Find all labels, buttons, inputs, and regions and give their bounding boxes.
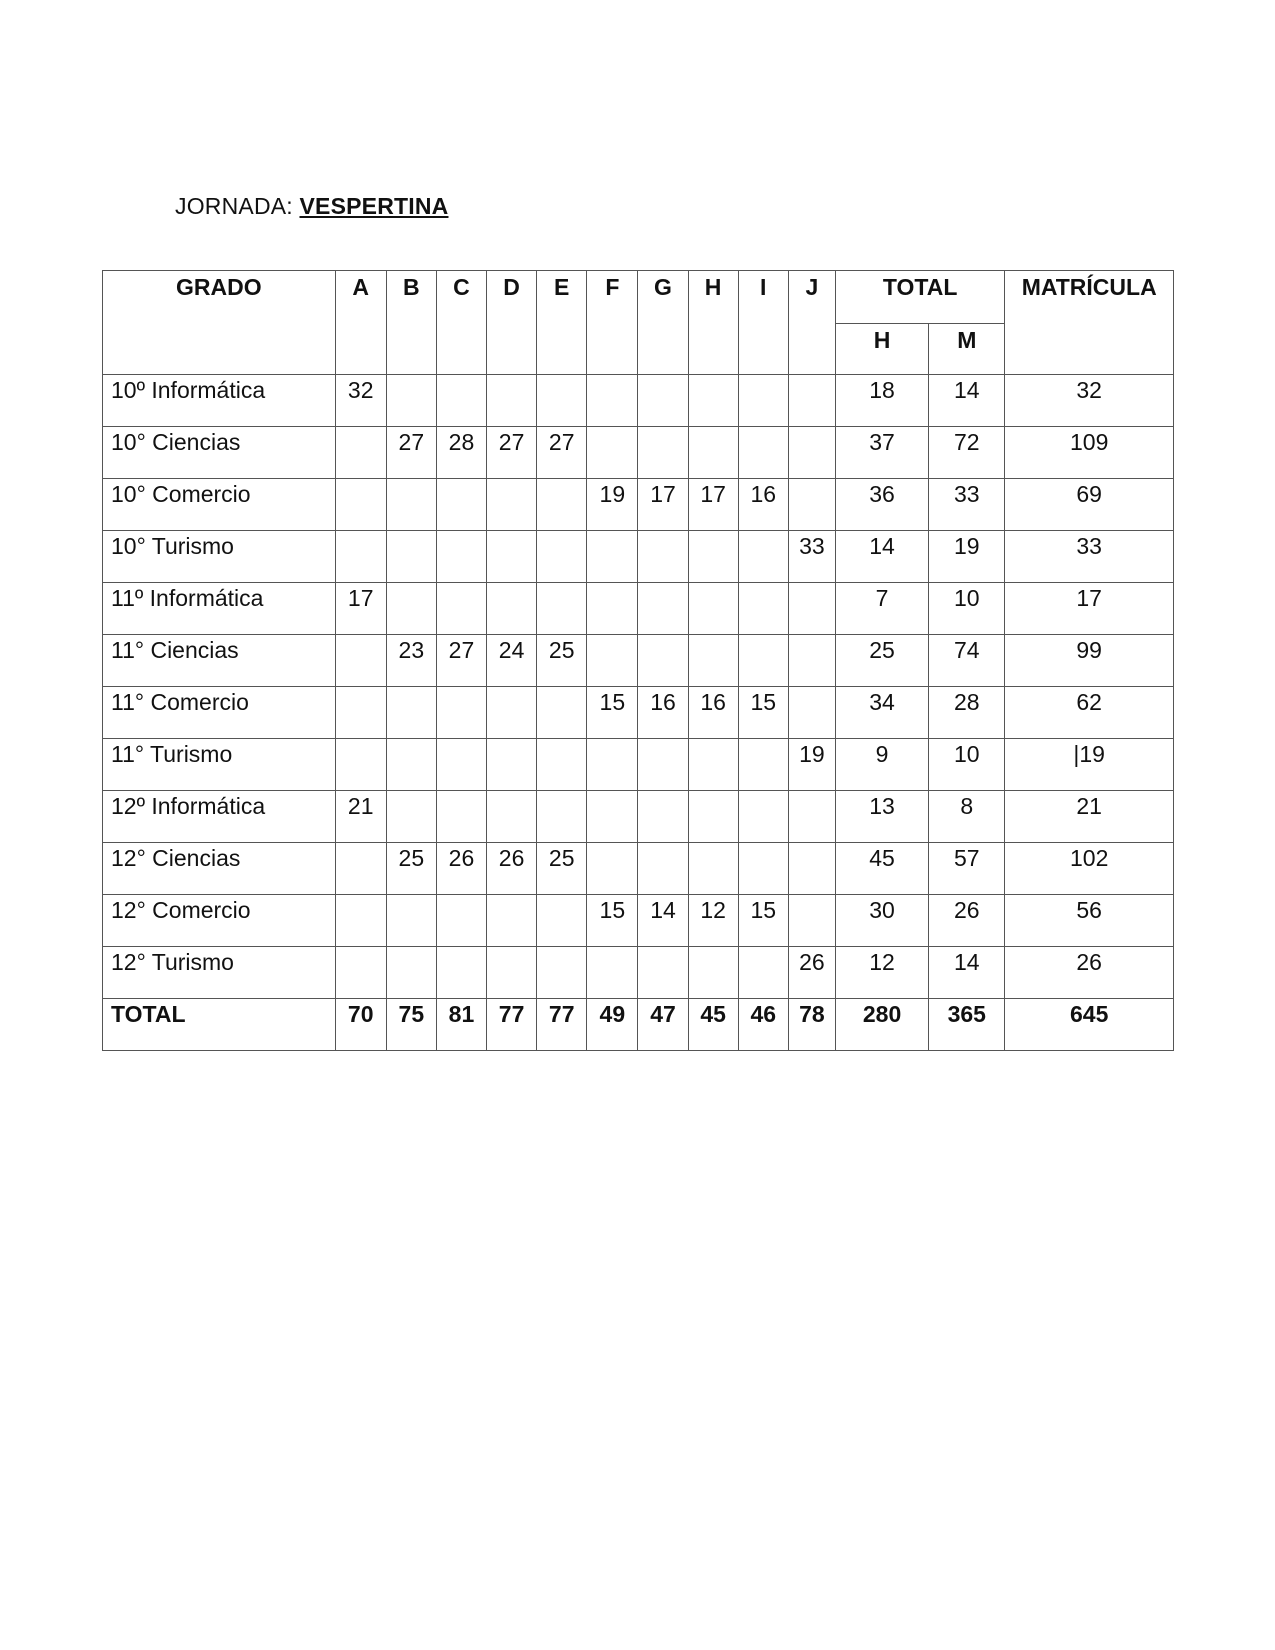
grade-cell: 10° Comercio — [103, 479, 336, 531]
section-cell — [386, 375, 436, 427]
total-m-cell: 26 — [929, 895, 1005, 947]
section-cell — [335, 947, 386, 999]
enrollment-cell: 99 — [1005, 635, 1174, 687]
section-cell — [335, 895, 386, 947]
section-cell — [537, 583, 587, 635]
section-cell: 70 — [335, 999, 386, 1051]
section-cell — [487, 739, 537, 791]
grade-cell: 10° Ciencias — [103, 427, 336, 479]
total-h-cell: 7 — [835, 583, 928, 635]
section-cell: 15 — [738, 687, 788, 739]
section-cell — [537, 895, 587, 947]
total-h-cell: 13 — [835, 791, 928, 843]
section-cell — [688, 583, 738, 635]
enrollment-table — [102, 270, 1174, 1051]
section-cell — [788, 791, 835, 843]
section-cell — [788, 583, 835, 635]
section-cell — [638, 947, 688, 999]
grade-cell: 12° Ciencias — [103, 843, 336, 895]
section-cell: 27 — [386, 427, 436, 479]
section-cell: 19 — [788, 739, 835, 791]
total-h-cell: 18 — [835, 375, 928, 427]
section-cell — [638, 843, 688, 895]
section-header: J — [788, 271, 835, 375]
enrollment-cell: 32 — [1005, 375, 1174, 427]
section-cell: 77 — [487, 999, 537, 1051]
total-label: TOTAL — [103, 999, 336, 1051]
total-h-cell: 25 — [835, 635, 928, 687]
section-cell — [335, 843, 386, 895]
section-cell — [688, 843, 738, 895]
section-cell — [386, 531, 436, 583]
enrollment-cell: 21 — [1005, 791, 1174, 843]
section-cell — [788, 843, 835, 895]
grade-cell: 11° Ciencias — [103, 635, 336, 687]
table-row — [103, 583, 1174, 635]
page-heading — [175, 193, 448, 220]
section-cell — [638, 791, 688, 843]
enrollment-cell: 17 — [1005, 583, 1174, 635]
section-cell — [688, 635, 738, 687]
section-cell: 15 — [587, 687, 638, 739]
enrollment-cell: 645 — [1005, 999, 1174, 1051]
section-cell: 81 — [436, 999, 486, 1051]
table-row — [103, 375, 1174, 427]
total-m-cell: 14 — [929, 375, 1005, 427]
section-cell: 26 — [487, 843, 537, 895]
section-cell — [738, 635, 788, 687]
shift-name: VESPERTINA — [299, 193, 449, 219]
section-cell — [537, 947, 587, 999]
grade-header: GRADO — [103, 271, 336, 375]
section-cell: 78 — [788, 999, 835, 1051]
header-row — [103, 271, 1174, 324]
table-row — [103, 843, 1174, 895]
section-cell — [436, 583, 486, 635]
section-cell — [587, 583, 638, 635]
section-cell — [386, 479, 436, 531]
section-cell: 27 — [436, 635, 486, 687]
total-m-cell: 14 — [929, 947, 1005, 999]
section-cell — [386, 739, 436, 791]
section-cell — [487, 531, 537, 583]
section-cell: 45 — [688, 999, 738, 1051]
section-cell — [788, 895, 835, 947]
enrollment-header: MATRÍCULA — [1005, 271, 1174, 375]
section-header: G — [638, 271, 688, 375]
total-h-cell: 37 — [835, 427, 928, 479]
section-cell: 17 — [335, 583, 386, 635]
section-cell: 77 — [537, 999, 587, 1051]
section-cell — [638, 583, 688, 635]
table-row — [103, 479, 1174, 531]
section-cell — [688, 531, 738, 583]
section-cell: 16 — [638, 687, 688, 739]
section-cell — [738, 375, 788, 427]
enrollment-cell: 33 — [1005, 531, 1174, 583]
section-cell — [738, 739, 788, 791]
section-cell — [537, 375, 587, 427]
section-header: D — [487, 271, 537, 375]
section-cell — [587, 947, 638, 999]
section-cell — [335, 635, 386, 687]
total-m-cell: 72 — [929, 427, 1005, 479]
enrollment-cell: 102 — [1005, 843, 1174, 895]
section-cell: 24 — [487, 635, 537, 687]
section-cell — [386, 791, 436, 843]
section-cell — [487, 375, 537, 427]
total-m-cell: 33 — [929, 479, 1005, 531]
heading-label: JORNADA: — [175, 193, 293, 219]
section-cell — [436, 375, 486, 427]
section-cell — [487, 687, 537, 739]
section-cell — [537, 531, 587, 583]
section-cell — [386, 687, 436, 739]
section-cell — [335, 739, 386, 791]
section-cell — [587, 635, 638, 687]
table-row — [103, 947, 1174, 999]
section-cell — [738, 947, 788, 999]
total-m-cell: 57 — [929, 843, 1005, 895]
section-cell — [587, 791, 638, 843]
grade-cell: 10° Turismo — [103, 531, 336, 583]
grade-cell: 12° Turismo — [103, 947, 336, 999]
total-h-cell: 12 — [835, 947, 928, 999]
section-cell — [537, 479, 587, 531]
section-cell: 17 — [688, 479, 738, 531]
table-body — [103, 375, 1174, 1051]
table-row — [103, 635, 1174, 687]
section-cell — [436, 479, 486, 531]
enrollment-cell: 56 — [1005, 895, 1174, 947]
enrollment-cell: 26 — [1005, 947, 1174, 999]
section-cell: 25 — [537, 635, 587, 687]
section-header: B — [386, 271, 436, 375]
section-cell: 17 — [638, 479, 688, 531]
section-cell — [738, 843, 788, 895]
section-cell — [436, 895, 486, 947]
section-cell: 49 — [587, 999, 638, 1051]
section-cell — [788, 635, 835, 687]
total-m-cell: 10 — [929, 583, 1005, 635]
grade-cell: 10º Informática — [103, 375, 336, 427]
total-m-cell: 8 — [929, 791, 1005, 843]
section-cell — [436, 687, 486, 739]
section-cell: 28 — [436, 427, 486, 479]
total-h-cell: 36 — [835, 479, 928, 531]
section-cell — [436, 947, 486, 999]
total-m-cell: 365 — [929, 999, 1005, 1051]
section-header: C — [436, 271, 486, 375]
section-cell: 16 — [688, 687, 738, 739]
total-h-cell: 45 — [835, 843, 928, 895]
section-cell: 26 — [436, 843, 486, 895]
section-cell — [386, 895, 436, 947]
table-row — [103, 739, 1174, 791]
section-cell — [638, 531, 688, 583]
section-cell: 27 — [537, 427, 587, 479]
section-cell: 33 — [788, 531, 835, 583]
grade-cell: 11º Informática — [103, 583, 336, 635]
enrollment-cell: 109 — [1005, 427, 1174, 479]
grade-cell: 11° Comercio — [103, 687, 336, 739]
section-cell — [638, 375, 688, 427]
section-cell — [487, 791, 537, 843]
section-cell — [487, 947, 537, 999]
enrollment-cell: 62 — [1005, 687, 1174, 739]
section-header: A — [335, 271, 386, 375]
total-h-cell: 9 — [835, 739, 928, 791]
table-row — [103, 895, 1174, 947]
section-cell: 16 — [738, 479, 788, 531]
section-cell — [688, 375, 738, 427]
section-cell: 46 — [738, 999, 788, 1051]
section-cell: 23 — [386, 635, 436, 687]
total-header: TOTAL — [835, 271, 1004, 324]
total-m-cell: 19 — [929, 531, 1005, 583]
section-cell: 15 — [738, 895, 788, 947]
section-cell — [537, 791, 587, 843]
section-cell — [335, 427, 386, 479]
section-cell — [587, 531, 638, 583]
section-cell — [436, 531, 486, 583]
section-cell — [688, 791, 738, 843]
total-h-header: H — [835, 324, 928, 375]
total-m-cell: 10 — [929, 739, 1005, 791]
section-cell — [436, 739, 486, 791]
section-cell — [537, 687, 587, 739]
section-header: I — [738, 271, 788, 375]
section-cell — [738, 427, 788, 479]
section-cell — [738, 583, 788, 635]
section-cell — [788, 427, 835, 479]
section-cell — [587, 843, 638, 895]
total-h-cell: 30 — [835, 895, 928, 947]
section-cell: 32 — [335, 375, 386, 427]
section-cell — [688, 427, 738, 479]
section-cell — [688, 947, 738, 999]
grade-cell: 12º Informática — [103, 791, 336, 843]
section-cell — [487, 583, 537, 635]
table-row — [103, 427, 1174, 479]
section-header: E — [537, 271, 587, 375]
section-cell: 26 — [788, 947, 835, 999]
section-cell — [335, 479, 386, 531]
section-cell: 25 — [537, 843, 587, 895]
enrollment-cell: 69 — [1005, 479, 1174, 531]
section-cell: 19 — [587, 479, 638, 531]
section-cell — [587, 739, 638, 791]
total-m-header: M — [929, 324, 1005, 375]
section-header: H — [688, 271, 738, 375]
section-cell — [788, 687, 835, 739]
table-row — [103, 531, 1174, 583]
section-cell: 47 — [638, 999, 688, 1051]
section-cell: 15 — [587, 895, 638, 947]
total-h-cell: 14 — [835, 531, 928, 583]
section-cell — [537, 739, 587, 791]
section-cell: 12 — [688, 895, 738, 947]
table-row — [103, 687, 1174, 739]
section-cell: 21 — [335, 791, 386, 843]
section-cell — [487, 895, 537, 947]
section-cell — [738, 791, 788, 843]
section-cell — [638, 635, 688, 687]
section-cell — [788, 479, 835, 531]
total-h-cell: 34 — [835, 687, 928, 739]
section-cell — [436, 791, 486, 843]
enrollment-cell: |19 — [1005, 739, 1174, 791]
grade-cell: 11° Turismo — [103, 739, 336, 791]
total-h-cell: 280 — [835, 999, 928, 1051]
section-cell: 75 — [386, 999, 436, 1051]
section-cell — [386, 583, 436, 635]
section-cell — [587, 427, 638, 479]
section-cell — [386, 947, 436, 999]
section-cell — [638, 427, 688, 479]
table-row — [103, 791, 1174, 843]
section-cell — [335, 687, 386, 739]
total-row — [103, 999, 1174, 1051]
section-cell — [587, 375, 638, 427]
section-cell: 27 — [487, 427, 537, 479]
section-cell: 25 — [386, 843, 436, 895]
section-cell — [688, 739, 738, 791]
section-cell — [738, 531, 788, 583]
section-cell — [638, 739, 688, 791]
section-cell — [487, 479, 537, 531]
section-cell: 14 — [638, 895, 688, 947]
grade-cell: 12° Comercio — [103, 895, 336, 947]
section-header: F — [587, 271, 638, 375]
total-m-cell: 28 — [929, 687, 1005, 739]
total-m-cell: 74 — [929, 635, 1005, 687]
section-cell — [788, 375, 835, 427]
section-cell — [335, 531, 386, 583]
